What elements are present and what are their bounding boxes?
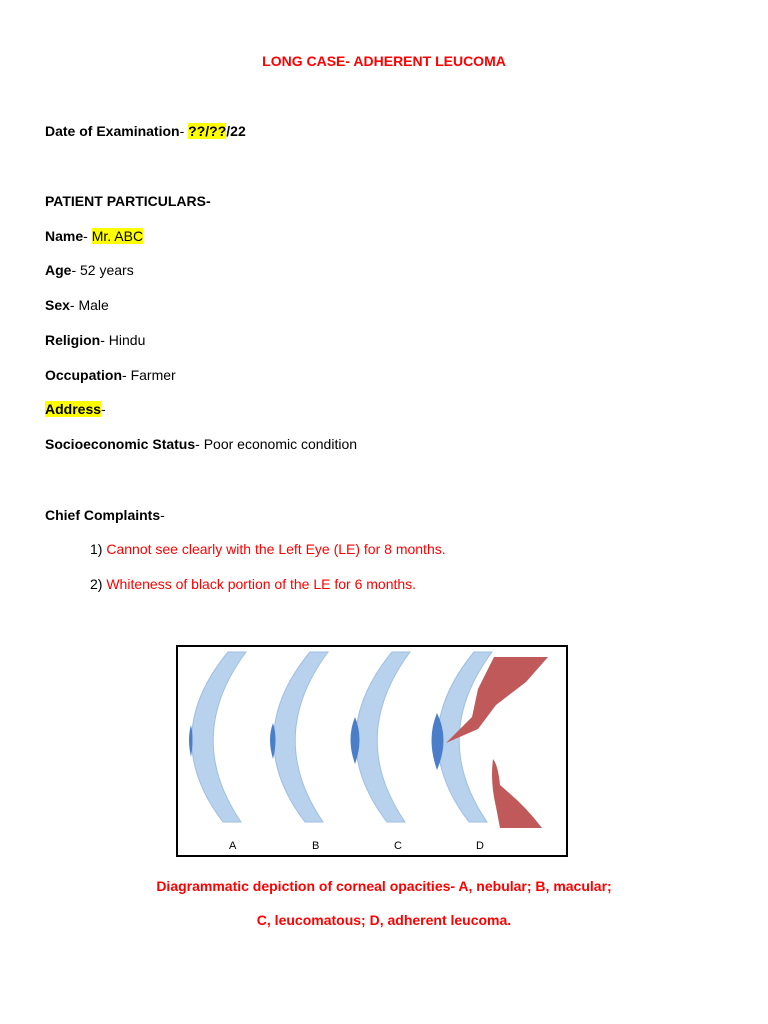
adhesion-lower	[492, 759, 542, 828]
label-c: C	[394, 840, 402, 852]
field-age-label: Age	[45, 262, 72, 278]
cornea-a	[192, 652, 246, 822]
field-occupation-label: Occupation	[45, 367, 123, 383]
field-address-label: Address	[45, 401, 102, 417]
complaint-text: Cannot see clearly with the Left Eye (LE) for 8 months.	[106, 541, 446, 557]
exam-date-label: Date of Examination	[45, 123, 180, 139]
field-religion-value: Hindu	[108, 332, 146, 348]
page-title: LONG CASE- ADHERENT LEUCOMA	[262, 53, 506, 69]
field-occupation-value: Farmer	[130, 367, 176, 383]
field-name: Name- Mr. ABC	[45, 228, 144, 244]
field-socioeconomic: Socioeconomic Status- Poor economic condition	[45, 436, 358, 452]
diagram-svg	[178, 647, 566, 855]
field-religion: Religion- Hindu	[45, 332, 146, 348]
complaint-item	[90, 575, 416, 593]
exam-date-sep: -	[179, 123, 189, 139]
label-d: D	[476, 840, 484, 852]
complaint-item	[90, 540, 446, 558]
field-age-value: 52 years	[80, 262, 134, 278]
field-sex-value: Male	[78, 297, 109, 313]
field-age: Age- 52 years	[45, 262, 134, 278]
label-a: A	[229, 840, 237, 852]
field-sex-label: Sex	[45, 297, 70, 313]
exam-date-placeholder: ??/??	[188, 123, 227, 139]
field-name-value: Mr. ABC	[91, 228, 144, 244]
chief-complaints-heading: Chief Complaints-	[45, 507, 165, 523]
label-b: B	[312, 840, 320, 852]
section-patient-particulars: PATIENT PARTICULARS-	[45, 193, 211, 209]
corneal-opacity-diagram	[176, 645, 568, 857]
field-sex: Sex- Male	[45, 297, 109, 313]
field-occupation: Occupation- Farmer	[45, 367, 176, 383]
field-socioeconomic-value: Poor economic condition	[203, 436, 358, 452]
cornea-b	[274, 652, 328, 822]
exam-date-year: /22	[226, 123, 246, 139]
complaint-number: 1)	[90, 541, 103, 557]
chief-complaints-label: Chief Complaints	[45, 507, 161, 523]
complaint-number: 2)	[90, 576, 103, 592]
figure-caption-line2: C, leucomatous; D, adherent leucoma.	[256, 912, 512, 928]
field-name-label: Name	[45, 228, 84, 244]
figure-caption-line1: Diagrammatic depiction of corneal opacities- A, nebular; B, macular;	[156, 878, 612, 894]
exam-date-line	[45, 122, 246, 140]
field-socioeconomic-label: Socioeconomic Status	[45, 436, 196, 452]
complaint-text: Whiteness of black portion of the LE for 6 months.	[106, 576, 417, 592]
field-address: Address-	[45, 401, 106, 417]
field-religion-label: Religion	[45, 332, 101, 348]
cornea-c	[356, 652, 410, 822]
